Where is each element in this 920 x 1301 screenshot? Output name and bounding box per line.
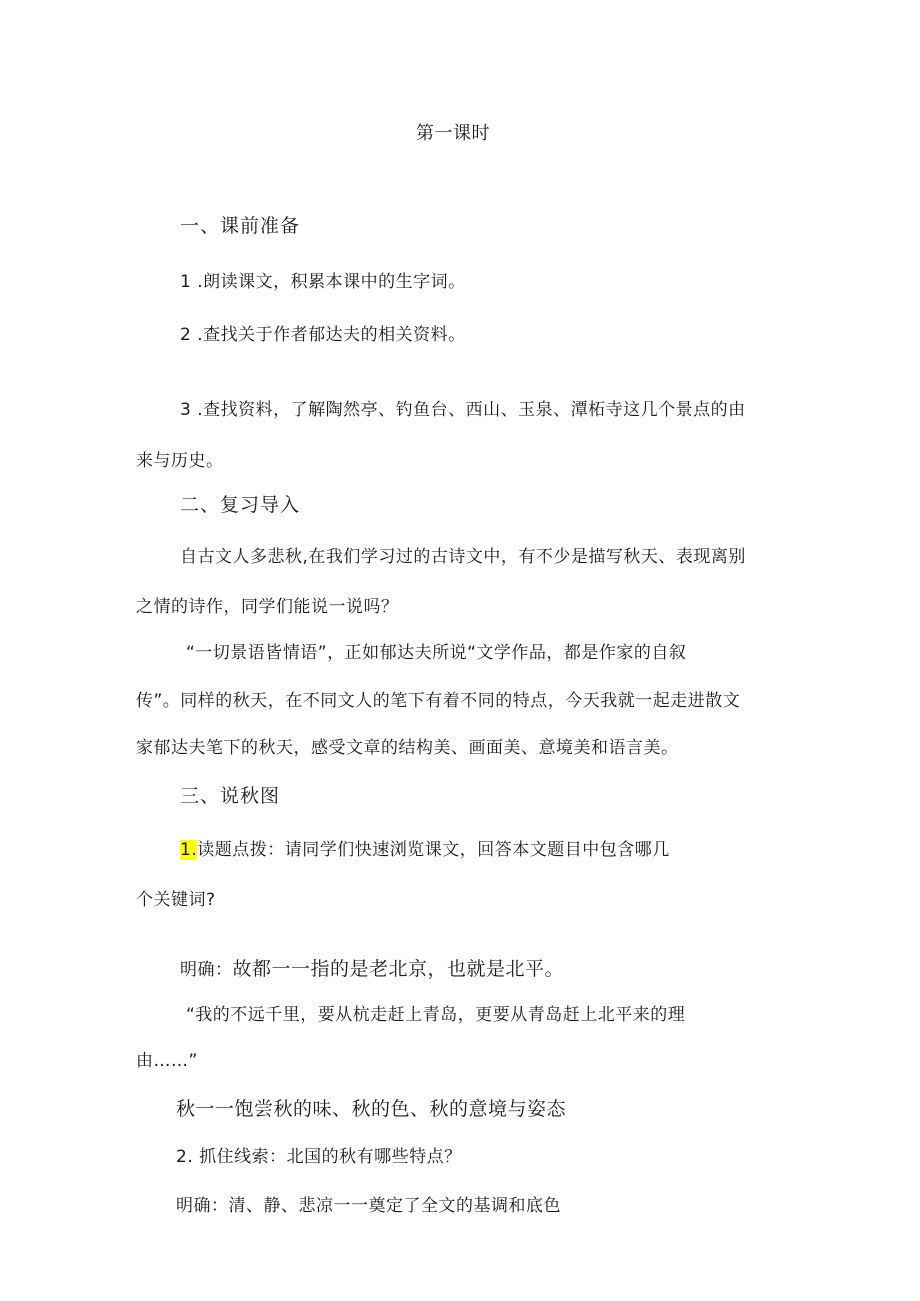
prep-item-2: 2 .查找关于作者郁达夫的相关资料。 — [180, 325, 466, 345]
review-para-1-line-2: 之情的诗作，同学们能说一说吗？ — [136, 597, 399, 617]
answer-1-text: 故都一一指的是老北京，也就是北平。 — [232, 958, 565, 980]
autumn-line: 秋一一饱尝秋的味、秋的色、秋的意境与姿态 — [176, 1098, 567, 1120]
quote-line-1: “我的不远千里，要从杭走赶上青岛，更要从青岛赶上北平来的理 — [186, 1005, 686, 1025]
answer-1-label: 明确： — [180, 960, 233, 980]
map-item-2: 2. 抓住线索：北国的秋有哪些特点？ — [176, 1147, 462, 1167]
prep-item-3-line-2: 来与历史。 — [136, 451, 224, 471]
section-heading-autumn-map: 三、说秋图 — [180, 785, 281, 807]
prep-item-1: 1 .朗读课文，积累本课中的生字词。 — [180, 272, 466, 292]
map-item-1-line-2: 个关键词? — [136, 890, 216, 910]
section-heading-preparation: 一、课前准备 — [180, 215, 301, 237]
map-item-1-line-1 — [180, 838, 670, 862]
map-item-1-text: 读题点拨：请同学们快速浏览课文，回答本文题目中包含哪几 — [197, 840, 670, 860]
review-para-2-line-1: “一切景语皆情语”，正如郁达夫所说“文学作品，都是作家的自叙 — [186, 643, 687, 663]
section-heading-review: 二、复习导入 — [180, 494, 301, 516]
answer-2: 明确：清、静、悲凉一一奠定了全文的基调和底色 — [176, 1196, 561, 1216]
review-para-2-line-3: 家郁达夫笔下的秋天，感受文章的结构美、画面美、意境美和语言美。 — [136, 738, 679, 758]
review-para-2-line-2: 传”。同样的秋天，在不同文人的笔下有着不同的特点，今天我就一起走进散文 — [136, 691, 741, 711]
page-title: 第一课时 — [416, 123, 490, 144]
review-para-1-line-1: 自古文人多悲秋,在我们学习过的古诗文中，有不少是描写秋天、表现离别 — [180, 547, 746, 567]
answer-1 — [180, 957, 564, 982]
highlighted-number: 1. — [180, 840, 198, 860]
prep-item-3-line-1: 3 .查找资料，了解陶然亭、钓鱼台、西山、玉泉、潭柘寺这几个景点的由 — [180, 400, 746, 420]
quote-line-2: 由……” — [136, 1051, 198, 1071]
